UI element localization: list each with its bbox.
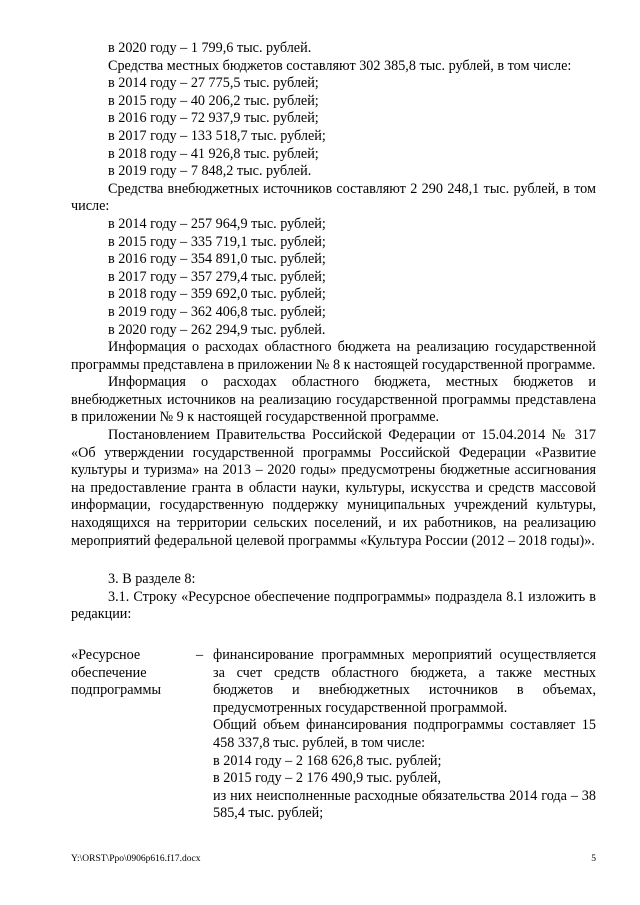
- info-paragraph-appendix-9: Информация о расходах областного бюджета, местных бюджетов и внебюджетных источников на реализацию государственной программы представлена в приложении № 9 к настоящей государственной программе.: [71, 374, 596, 426]
- local-budget-year: в 2015 году – 40 206,2 тыс. рублей;: [108, 92, 319, 109]
- extra-budget-year: в 2019 году – 362 406,8 тыс. рублей;: [108, 303, 326, 320]
- financing-text: финансирование программных мероприятий осуществляется за счет средств областного бюджета, а также местных бюджетов и внебюджетных источников в объемах, предусмотренных государственной программой.: [213, 647, 596, 716]
- info-paragraph-appendix-8: Информация о расходах областного бюджета на реализацию государственной программы представлена в приложении № 8 к настоящей государственной программе.: [71, 339, 596, 373]
- local-budget-year: в 2019 году – 7 848,2 тыс. рублей.: [108, 163, 312, 180]
- page-number: 5: [591, 854, 596, 864]
- item-text: 3.1. Строку «Ресурсное обеспечение подпрограммы» подраздела 8.1 изложить в редакции:: [71, 588, 596, 623]
- page-footer: [71, 853, 596, 865]
- unfulfilled-obligations-text: из них неисполненные расходные обязательства 2014 года – 38 585,4 тыс. рублей;: [213, 787, 596, 822]
- resource-value-cell: [213, 647, 596, 823]
- text-line: в 2020 году – 1 799,6 тыс. рублей.: [108, 40, 312, 56]
- resource-label-line: обеспечение: [71, 664, 147, 681]
- spacer: [71, 624, 596, 645]
- local-budget-year: в 2016 году – 72 937,9 тыс. рублей;: [108, 110, 319, 127]
- extra-budget-year: в 2015 году – 335 719,1 тыс. рублей;: [108, 233, 326, 250]
- extra-budget-year: в 2017 году – 357 279,4 тыс. рублей;: [108, 268, 326, 285]
- extra-budget-intro: Средства внебюджетных источников составляют 2 290 248,1 тыс. рублей, в том числе:: [71, 180, 596, 215]
- resource-label-cell: [71, 647, 196, 823]
- resource-label-line: «Ресурсное: [71, 647, 141, 663]
- resource-label-line: подпрограммы: [71, 682, 161, 699]
- dash-separator: –: [196, 647, 204, 663]
- local-budget-year: в 2014 году – 27 775,5 тыс. рублей;: [108, 75, 319, 92]
- decree-paragraph: Постановлением Правительства Российской Федерации от 15.04.2014 № 317 «Об утверждении государственной программы Российской Федерации «Развитие культуры и туризма» на 2013 – 2020 годы» предусмотрены бюджетные ассигнования на предоставление гранта в области науки, культуры, искусства и средств массовой информации, государственную поддержку муниципальных учреждений культуры, находящихся на территории сельских поселений, и их работников, на реализацию мероприятий федеральной целевой программы «Культура России (2012 – 2018 годы)».: [71, 427, 596, 549]
- extra-budget-year: в 2018 году – 359 692,0 тыс. рублей;: [108, 286, 326, 303]
- local-budget-year: в 2017 году – 133 518,7 тыс. рублей;: [108, 127, 326, 144]
- local-budget-intro: Средства местных бюджетов составляют 302 385,8 тыс. рублей, в том числе:: [108, 57, 572, 74]
- total-financing-text: Общий объем финансирования подпрограммы составляет 15 458 337,8 тыс. рублей, в том числе:: [213, 717, 596, 751]
- extra-budget-year: в 2014 году – 257 964,9 тыс. рублей;: [108, 215, 326, 232]
- financing-year: в 2015 году – 2 176 490,9 тыс. рублей,: [213, 770, 442, 787]
- section-heading: 3. В разделе 8:: [108, 571, 196, 588]
- resource-table-row: [71, 647, 596, 823]
- local-budget-year: в 2018 году – 41 926,8 тыс. рублей;: [108, 145, 319, 162]
- financing-year: в 2014 году – 2 168 626,8 тыс. рублей;: [213, 752, 442, 769]
- extra-budget-year: в 2016 году – 354 891,0 тыс. рублей;: [108, 251, 326, 268]
- spacer: [71, 550, 596, 571]
- document-body: [71, 40, 596, 823]
- extra-budget-year: в 2020 году – 262 294,9 тыс. рублей.: [108, 321, 326, 338]
- file-path: Y:\ORST\Ppo\0906p616.f17.docx: [71, 854, 201, 864]
